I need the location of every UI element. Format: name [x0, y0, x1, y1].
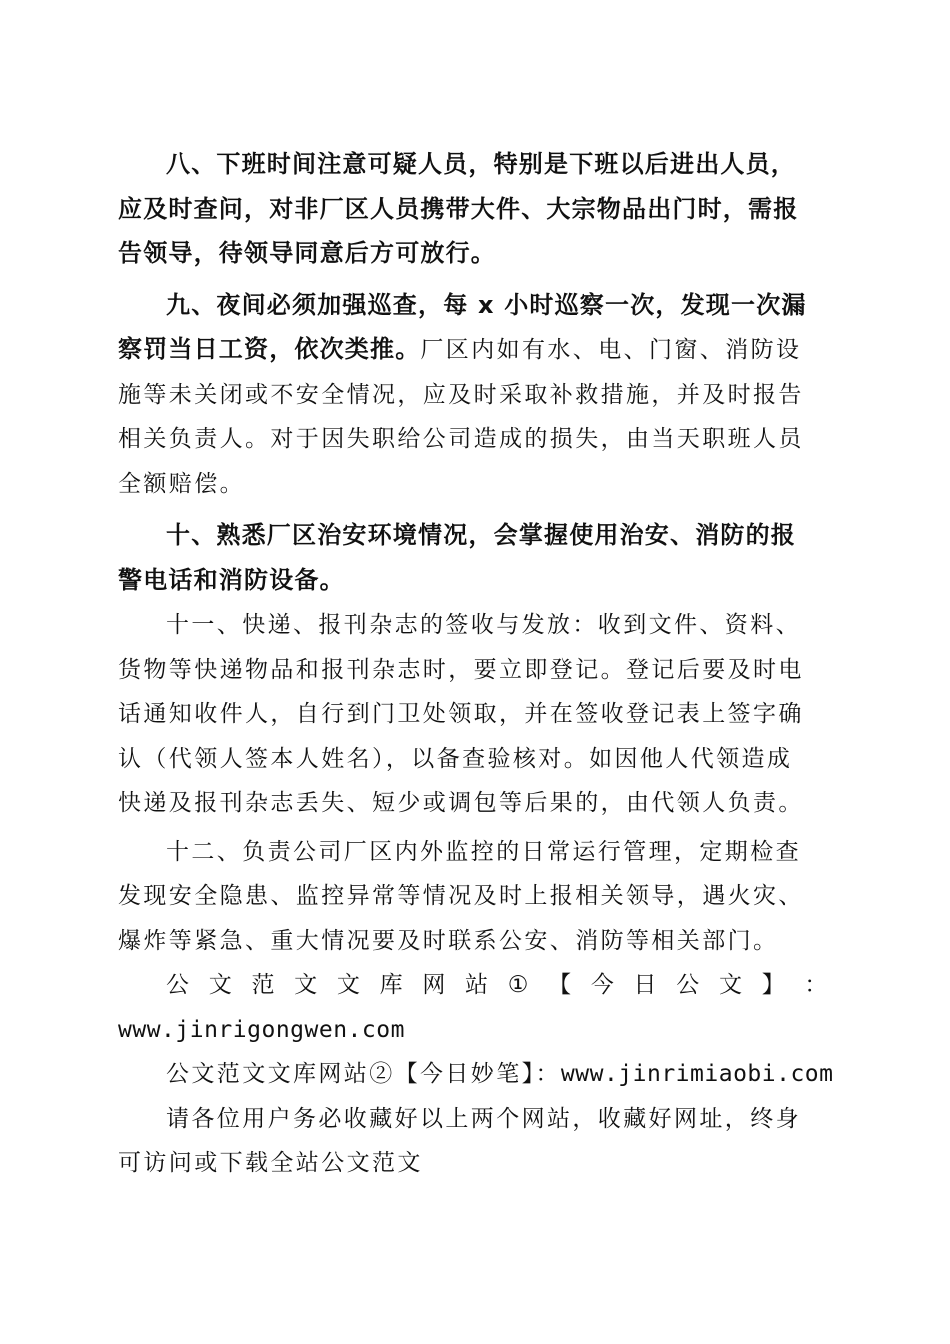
website-1-char: 【 — [548, 972, 574, 998]
paragraph-11 — [118, 603, 830, 826]
paragraph-11-line: 快递及报刊杂志丢失、短少或调包等后果的，由代领人负责。 — [118, 790, 804, 816]
website-2-label: 公文范文文库网站②【今日妙笔】： — [166, 1061, 561, 1087]
paragraph-8 — [118, 142, 830, 276]
website-2-url[interactable]: www.jinrimiaobi.com — [560, 1061, 834, 1087]
website-1-char: ： — [804, 972, 830, 998]
paragraph-9-line — [118, 327, 830, 373]
website-1-char: 公 — [166, 972, 192, 998]
notice-line: 可访问或下载全站公文范文 — [118, 1150, 423, 1176]
paragraph-9-line: 施等未关闭或不安全情况，应及时采取补救措施，并及时报告 — [118, 381, 804, 408]
website-1-char: 文 — [294, 972, 320, 998]
paragraph-9-normal-text: 厂区内如有水、电、门窗、消防设 — [420, 337, 802, 363]
paragraph-11-line: 十一、快递、报刊杂志的签收与发放：收到文件、资料、 — [166, 612, 801, 638]
paragraph-9-line: 全额赔偿。 — [118, 470, 245, 497]
paragraph-12-line: 十二、负责公司厂区内外监控的日常运行管理，定期检查 — [166, 838, 801, 865]
website-1-char: 文 — [336, 972, 363, 998]
paragraph-11-line: 认（代领人签本人姓名），以备查验核对。如因他人代领造成 — [118, 745, 793, 772]
paragraph-8-line: 八、下班时间注意可疑人员，特别是下班以后进出人员， — [166, 150, 796, 178]
website-2-line — [118, 1052, 834, 1097]
website-1-char: 公 — [676, 972, 702, 998]
website-1-char: 】 — [761, 972, 788, 998]
website-1-char: 文 — [208, 972, 235, 998]
paragraph-9 — [118, 283, 830, 507]
website-1-char: 库 — [379, 972, 405, 998]
paragraph-11-line: 话通知收件人，自行到门卫处领取，并在签收登记表上签字确 — [118, 701, 804, 727]
website-1-char: 日 — [633, 972, 659, 998]
paragraph-8-line: 应及时查问，对非厂区人员携带大件、大宗物品出门时，需报 — [118, 194, 799, 223]
website-1-url[interactable]: www.jinrigongwen.com — [118, 1016, 405, 1043]
website-1-label — [118, 963, 830, 1008]
notice-paragraph — [118, 1097, 830, 1186]
paragraph-9-line: 相关负责人。对于因失职给公司造成的损失，由当天职班人员 — [118, 426, 804, 452]
paragraph-12-line: 爆炸等紧急、重大情况要及时联系公安、消防等相关部门。 — [118, 927, 779, 954]
paragraph-8-line: 告领导，待领导同意后方可放行。 — [118, 239, 496, 267]
notice-line: 请各位用户务必收藏好以上两个网站，收藏好网址，终身 — [166, 1105, 801, 1132]
paragraph-9-bold-text: 察罚当日工资，依次类推。 — [118, 335, 421, 363]
paragraph-12-line: 发现安全隐患、监控异常等情况及时上报相关领导，遇火灾、 — [118, 883, 804, 909]
paragraph-10 — [118, 513, 830, 602]
website-1-char: 网 — [422, 972, 448, 998]
paragraph-10-line: 十、熟悉厂区治安环境情况，会掌握使用治安、消防的报 — [166, 521, 796, 549]
website-2 — [118, 1052, 834, 1097]
website-1-char: 范 — [251, 972, 277, 998]
paragraph-9-bold-line: 九、夜间必须加强巡查，每 x 小时巡察一次，发现一次漏 — [166, 290, 807, 319]
website-1-char: 站 — [465, 972, 491, 998]
document-page — [118, 142, 834, 1186]
paragraph-12 — [118, 830, 830, 964]
website-1-char: 今 — [590, 972, 617, 998]
website-1-char: ① — [507, 972, 531, 998]
website-1 — [118, 963, 830, 1052]
paragraph-10-line: 警电话和消防设备。 — [118, 565, 345, 594]
paragraph-11-line: 货物等快递物品和报刊杂志时，要立即登记。登记后要及时电 — [118, 656, 804, 683]
website-1-char: 文 — [718, 972, 745, 998]
